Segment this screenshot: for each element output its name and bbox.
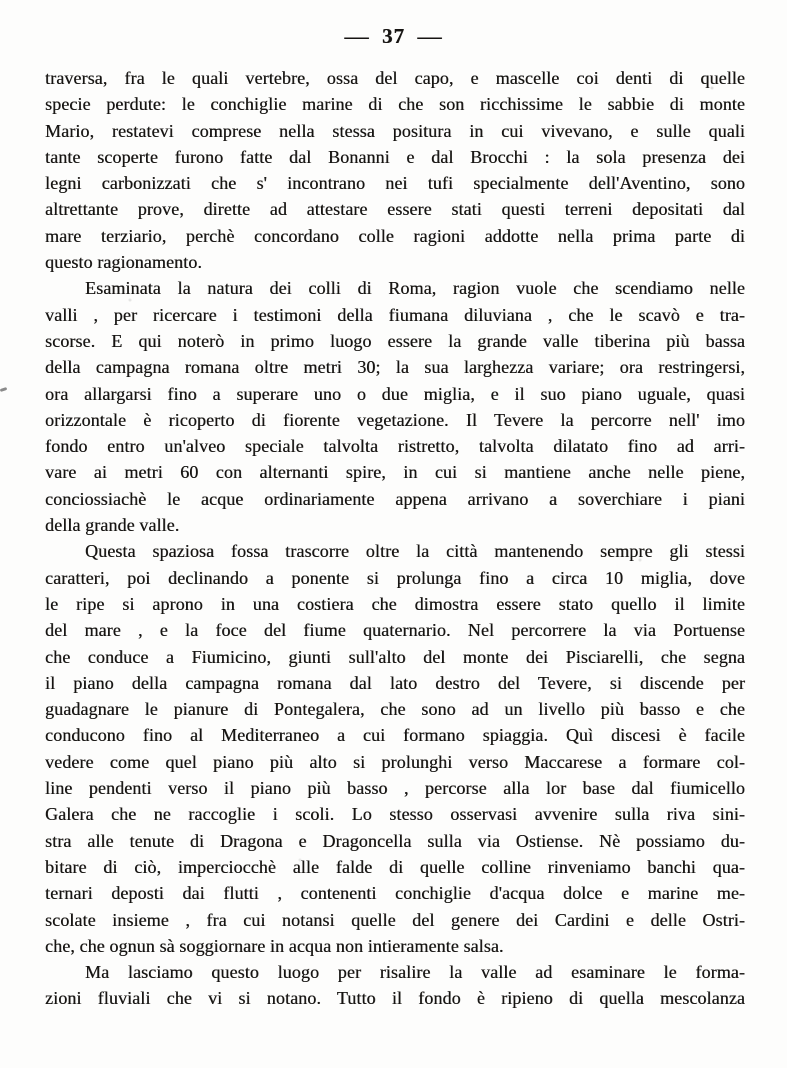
text-line: orizzontale è ricoperto di fiorente vegetazione. Il Tevere la percorre nell' imo: [45, 409, 745, 430]
text-line: conducono fino al Mediterraneo a cui formano spiaggia. Quì discesi è facile: [45, 725, 745, 746]
text-line: tante scoperte furono fatte dal Bonanni e dal Brocchi : la sola presenza dei: [45, 146, 745, 167]
text-line: traversa, fra le quali vertebre, ossa del capo, e mascelle coi denti di quelle: [45, 68, 745, 88]
scan-speck: [0, 387, 7, 392]
text-line: line pendenti verso il piano più basso , percorse alla lor base dal fiumicello: [45, 778, 745, 799]
text-line: specie perdute: le conchiglie marine di che son ricchissime le sabbie di monte: [45, 94, 745, 115]
text-line: che, che ognun sà soggiornare in acqua non intieramente salsa.: [45, 935, 504, 956]
text-line: scorse. E qui noterò in primo luogo essere la grande valle tiberina più bassa: [45, 330, 745, 351]
text-line: scolate insieme , fra cui notansi quelle del genere dei Cardini e delle Ostri-: [45, 909, 745, 930]
text-line: vare ai metri 60 con alternanti spire, in cui si mantiene anche nelle piene,: [45, 462, 745, 483]
text-line: che conduce a Fiumicino, giunti sull'alto del monte dei Pisciarelli, che segna: [45, 646, 745, 667]
text-line: fondo entro un'alveo speciale talvolta ristretto, talvolta dilatato fino ad arri-: [45, 436, 745, 457]
text-line: ternari deposti dai flutti , contenenti conchiglie d'acqua dolce e marine me-: [45, 883, 745, 904]
page-header: [0, 22, 787, 50]
header-dash-left: —: [344, 23, 370, 48]
text-line: guadagnare le pianure di Pontegalera, che sono ad un livello più basso e che: [45, 699, 745, 720]
text-line: questo ragionamento.: [45, 252, 202, 273]
text-line: Galera che ne raccoglie i scoli. Lo stesso osservasi avvenire sulla riva sini-: [45, 804, 745, 825]
text-line: della grande valle.: [45, 515, 180, 536]
text-line: zioni fluviali che vi si notano. Tutto il fondo è ripieno di quella mescolanza: [45, 988, 745, 1009]
text-line: le ripe si aprono in una costiera che dimostra essere stato quello il limite: [45, 593, 745, 614]
text-line: altrettante prove, dirette ad attestare essere stati questi terreni depositati dal: [45, 199, 745, 220]
text-line: caratteri, poi declinando a ponente si prolunga fino a circa 10 miglia, dove: [45, 567, 745, 588]
text-line: conciossiachè le acque ordinariamente appena arrivano a soverchiare i piani: [45, 488, 745, 509]
text-line: mare terziario, perchè concordano colle ragioni addotte nella prima parte di: [45, 225, 745, 246]
text-line: valli , per ricercare i testimoni della fiumana diluviana , che le scavò e tra-: [45, 304, 745, 325]
text-line: Mario, restatevi comprese nella stessa positura in cui vivevano, e sulle quali: [45, 120, 745, 141]
text-line: bitare di ciò, imperciocchè alle falde di quelle colline rinveniamo banchi qua-: [45, 856, 745, 877]
text-line: ora allargarsi fino a superare uno o due miglia, e il suo piano uguale, quasi: [45, 383, 745, 404]
page-body: [45, 65, 745, 1012]
text-line: vedere come quel piano più alto si prolunghi verso Maccarese a formare col-: [45, 751, 745, 772]
page-number: 37: [382, 23, 405, 48]
text-line: legni carbonizzati che s' incontrano nei tufi specialmente dell'Aventino, sono: [45, 173, 745, 194]
header-dash-right: —: [417, 23, 443, 48]
text-line: del mare , e la foce del fiume quaternario. Nel percorrere la via Portuense: [45, 620, 745, 641]
text-line: Questa spaziosa fossa trascorre oltre la città mantenendo sempre gli stessi: [85, 541, 745, 562]
text-line: Ma lasciamo questo luogo per risalire la valle ad esaminare le forma-: [85, 962, 745, 983]
text-line: stra alle tenute di Dragona e Dragoncella sulla via Ostiense. Nè possiamo du-: [45, 830, 745, 851]
text-line: Esaminata la natura dei colli di Roma, ragion vuole che scendiamo nelle: [85, 278, 745, 299]
text-line: della campagna romana oltre metri 30; la sua larghezza variare; ora restringersi,: [45, 357, 745, 378]
text-line: il piano della campagna romana dal lato destro del Tevere, si discende per: [45, 672, 745, 693]
